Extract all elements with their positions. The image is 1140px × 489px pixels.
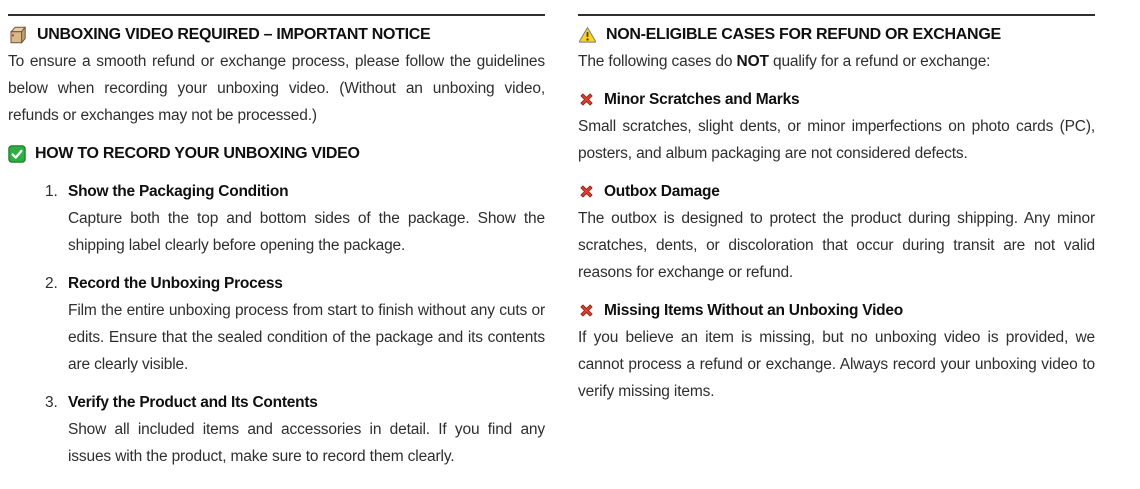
- case-title-row: [578, 86, 1095, 113]
- case-item-3: [578, 297, 1095, 405]
- cross-icon: [578, 91, 595, 108]
- step-body: Film the entire unboxing process from start to finish without any cuts or edits. Ensure that the sealed condition of the package and its contents are clearly visible.: [68, 302, 545, 373]
- step-title: Record the Unboxing Process: [68, 275, 283, 292]
- heading-label: NON-ELIGIBLE CASES FOR REFUND OR EXCHANGE: [606, 26, 1001, 43]
- case-title-row: [578, 178, 1095, 205]
- how-to-record-heading: [8, 140, 545, 167]
- case-body: The outbox is designed to protect the product during shipping. Any minor scratches, dents, or discoloration that occur during transit are not valid reasons for exchange or refund.: [578, 210, 1095, 281]
- step-title: Show the Packaging Condition: [68, 183, 289, 200]
- step-number: 2.: [45, 275, 58, 292]
- intro-emphasis: NOT: [736, 53, 769, 70]
- step-content: [68, 270, 545, 378]
- case-title: Missing Items Without an Unboxing Video: [604, 302, 903, 319]
- cross-icon: [578, 183, 595, 200]
- non-eligible-cases-column: [578, 14, 1095, 470]
- case-body: Small scratches, slight dents, or minor imperfections on photo cards (PC), posters, and album packaging are not considered defects.: [578, 118, 1095, 162]
- non-eligible-heading: [578, 21, 1095, 48]
- cross-icon: [578, 302, 595, 319]
- step-body: Show all included items and accessories in detail. If you find any issues with the product, make sure to record them clearly.: [68, 421, 545, 465]
- step-item-1: [45, 178, 545, 259]
- intro-prefix: The following cases do: [578, 53, 737, 70]
- case-item-1: [578, 86, 1095, 167]
- non-eligible-intro-paragraph: [578, 48, 1095, 75]
- step-item-3: [45, 389, 545, 470]
- step-title: Verify the Product and Its Contents: [68, 394, 318, 411]
- unboxing-intro-paragraph: To ensure a smooth refund or exchange process, please follow the guidelines below when recording your unboxing video. (Without an unboxing video, refunds or exchanges may not be processed.): [8, 53, 545, 124]
- column-divider-line: [8, 14, 545, 16]
- case-title: Minor Scratches and Marks: [604, 91, 800, 108]
- step-number: 1.: [45, 183, 58, 200]
- unboxing-notice-heading: [8, 21, 545, 48]
- case-body: If you believe an item is missing, but no unboxing video is provided, we cannot process a refund or exchange. Always record your unboxing video to verify missing items.: [578, 329, 1095, 400]
- step-item-2: [45, 270, 545, 378]
- case-title: Outbox Damage: [604, 183, 720, 200]
- step-body: Capture both the top and bottom sides of the package. Show the shipping label clearly before opening the package.: [68, 210, 545, 254]
- warning-icon: [578, 25, 597, 44]
- step-number: 3.: [45, 394, 58, 411]
- heading-label: HOW TO RECORD YOUR UNBOXING VIDEO: [35, 145, 360, 162]
- intro-suffix: qualify for a refund or exchange:: [768, 53, 991, 70]
- unboxing-notice-column: [8, 14, 545, 470]
- case-item-2: [578, 178, 1095, 286]
- step-content: [68, 389, 545, 470]
- package-icon: [8, 25, 28, 45]
- step-content: [68, 178, 545, 259]
- case-title-row: [578, 297, 1095, 324]
- column-divider-line: [578, 14, 1095, 16]
- heading-label: UNBOXING VIDEO REQUIRED – IMPORTANT NOTICE: [37, 26, 431, 43]
- check-icon: [8, 145, 26, 163]
